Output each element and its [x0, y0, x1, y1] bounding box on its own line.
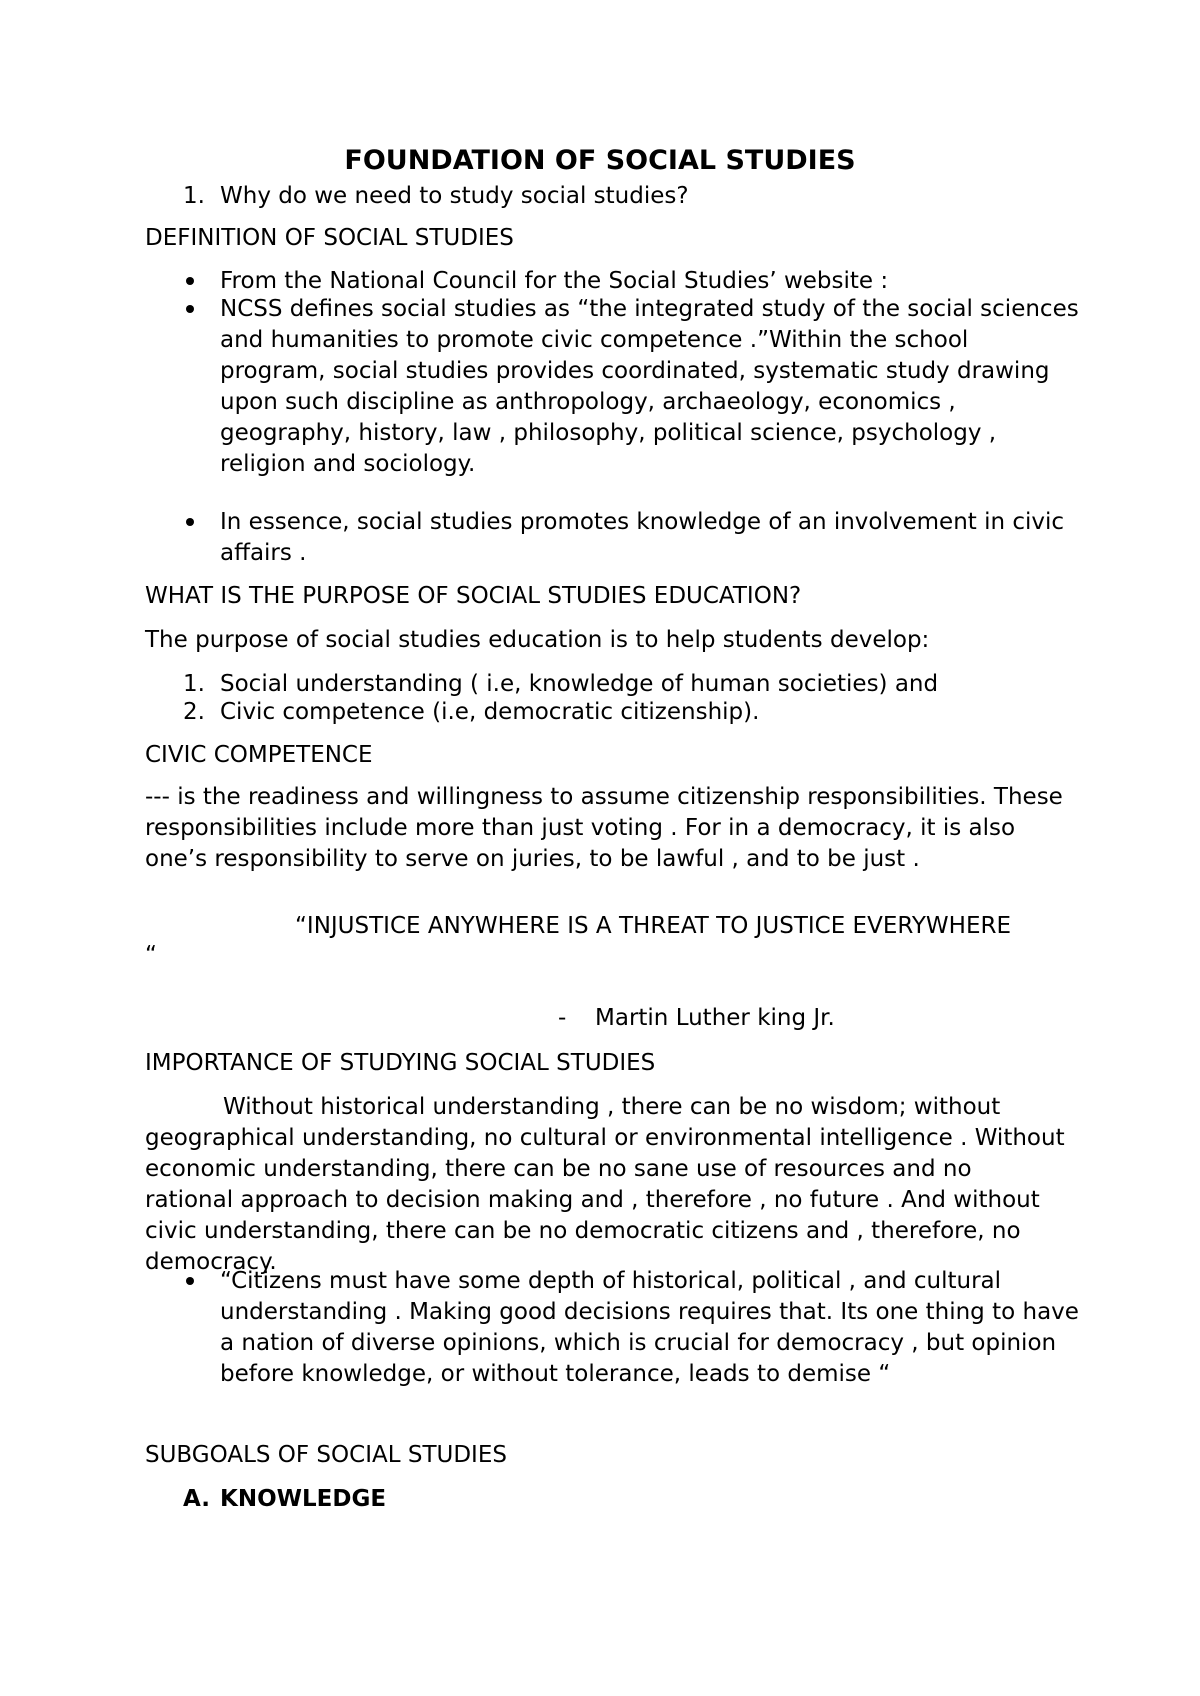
definition-bullet-1: From the National Council for the Social Studies’ website :: [220, 268, 889, 294]
subgoals-heading: SUBGOALS OF SOCIAL STUDIES: [145, 1442, 507, 1468]
quote-author: Martin Luther king Jr.: [595, 1005, 835, 1031]
bullet-icon: [186, 305, 194, 313]
definition-bullet-2: NCSS defines social studies as “the integrated study of the social sciences and humanities to promote civic competence .”Within the school program, social studies provides coordinated, systematic study drawing upon such discipline as anthropology, archaeology, economics , geography, history, law , philosophy, political science, psychology , religion and sociology.: [220, 296, 1079, 477]
purpose-item-number: 1.: [183, 671, 205, 697]
purpose-intro: The purpose of social studies education is to help students develop:: [145, 627, 930, 653]
civic-paragraph: --- is the readiness and willingness to assume citizenship responsibilities. These responsibilities include more than just voting . For in a democracy, it is also one’s responsibility to serve on juries, to be lawful , and to be just .: [145, 784, 1063, 872]
subgoal-text: KNOWLEDGE: [220, 1486, 387, 1512]
quote-dash: -: [558, 1005, 567, 1031]
document-page: [145, 0, 1079, 1696]
document-title: FOUNDATION OF SOCIAL STUDIES: [344, 145, 856, 176]
civic-heading: CIVIC COMPETENCE: [145, 742, 373, 768]
bullet-icon: [186, 518, 194, 526]
subgoal-letter: A.: [183, 1486, 210, 1512]
purpose-item-text: Social understanding ( i.e, knowledge of human societies) and: [220, 671, 939, 697]
bullet-icon: [186, 1277, 194, 1285]
purpose-item-number: 2.: [183, 699, 205, 725]
definition-heading: DEFINITION OF SOCIAL STUDIES: [145, 225, 514, 251]
question-number: 1.: [183, 183, 205, 209]
definition-bullet-3: In essence, social studies promotes knowledge of an involvement in civic affairs .: [220, 509, 1065, 566]
importance-bullet: “Citizens must have some depth of historical, political , and cultural understanding . Making good decisions requires that. Its one thing to have a nation of diverse opinions, which is crucial for democracy , but opinion before knowledge, or without tolerance, leads to demise “: [220, 1268, 1079, 1387]
purpose-item-text: Civic competence (i.e, democratic citizenship).: [220, 699, 760, 725]
quote-line-2: “: [145, 942, 157, 968]
purpose-heading: WHAT IS THE PURPOSE OF SOCIAL STUDIES EDUCATION?: [145, 583, 802, 609]
quote-line-1: “INJUSTICE ANYWHERE IS A THREAT TO JUSTICE EVERYWHERE: [295, 913, 1011, 939]
importance-paragraph: Without historical understanding , there can be no wisdom; without geographical understanding, no cultural or environmental intelligence . Without economic understanding, there can be no sane use of resources and no rational approach to decision making and , therefore , no future . And without civic understanding, there can be no democratic citizens and , therefore, no democracy.: [145, 1094, 1065, 1275]
bullet-icon: [186, 277, 194, 285]
importance-heading: IMPORTANCE OF STUDYING SOCIAL STUDIES: [145, 1050, 656, 1076]
question-text: Why do we need to study social studies?: [220, 183, 689, 209]
